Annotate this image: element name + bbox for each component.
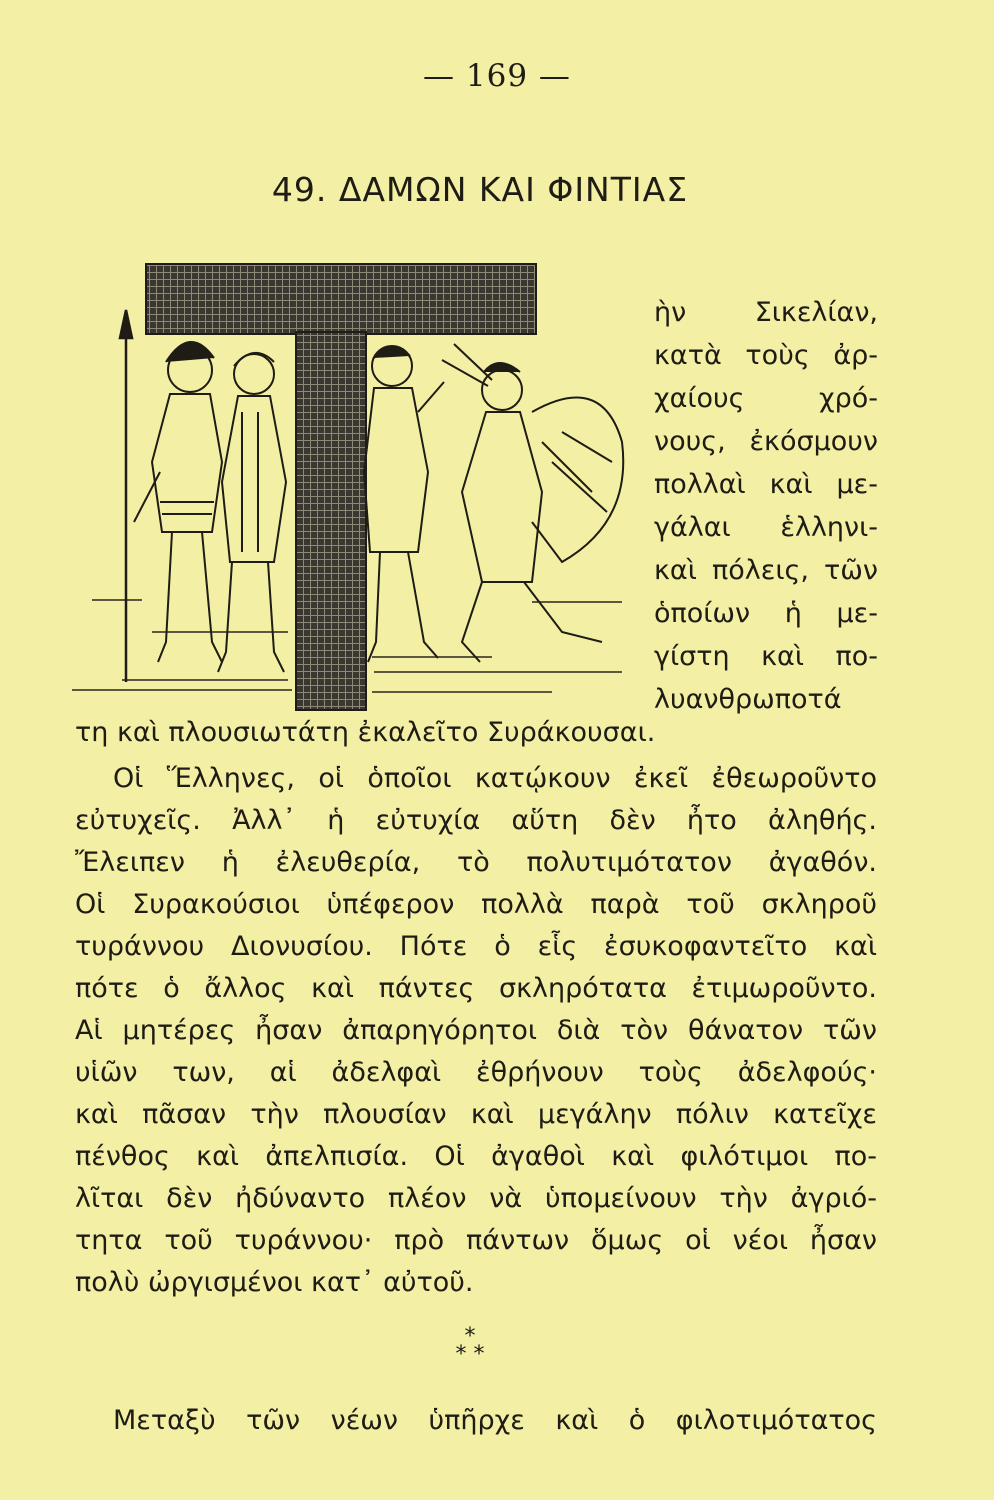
text-line: εὐτυχεῖς. Ἀλλ᾽ ἡ εὐτυχία αὕτη δὲν ἦτο ἀληθής. <box>75 805 877 836</box>
text-line: χαίους χρό- <box>654 383 878 414</box>
text-line: πολλαὶ καὶ με- <box>654 469 878 500</box>
text-line: κατὰ τοὺς ἀρ- <box>654 340 878 371</box>
text-line: τη καὶ πλουσιωτάτη ἐκαλεῖτο Συράκουσαι. <box>75 717 656 748</box>
text-line: πότε ὁ ἄλλος καὶ πάντες σκληρότατα ἐτιμωροῦντο. <box>75 973 877 1004</box>
text-line: νους, ἐκόσμουν <box>654 426 878 457</box>
text-line: καὶ πᾶσαν τὴν πλουσίαν καὶ μεγάλην πόλιν κατεῖχε <box>75 1099 877 1130</box>
text-line: τητα τοῦ τυράννου· πρὸ πάντων ὅμως οἱ νέοι ἦσαν <box>75 1225 877 1256</box>
text-line: γίστη καὶ πο- <box>654 641 878 672</box>
text-line: πένθος καὶ ἀπελπισία. Οἱ ἀγαθοὶ καὶ φιλότιμοι πο- <box>75 1141 877 1172</box>
text-line: λῖται δὲν ἠδύναντο πλέον νὰ ὑπομείνουν τὴν ἀγριό- <box>75 1183 877 1214</box>
asterism-top: * <box>464 1324 476 1349</box>
text-line: Ἔλειπεν ἡ ἐλευθερία, τὸ πολυτιμότατον ἀγαθόν. <box>75 847 877 878</box>
text-line: Οἱ Συρακούσιοι ὑπέφερον πολλὰ παρὰ τοῦ σκληροῦ <box>75 889 877 920</box>
text-line: ὴν Σικελίαν, <box>654 297 878 328</box>
chapter-title: 49. ΔΑΜΩΝ ΚΑΙ ΦΙΝΤΙΑΣ <box>271 170 689 209</box>
asterism-divider <box>0 1324 940 1367</box>
text-line: Μεταξὺ τῶν νέων ὑπῆρχε καὶ ὁ φιλοτιμότατος <box>113 1405 877 1436</box>
text-line: γάλαι ἑλληνι- <box>654 512 878 543</box>
text-line: λυανθρωποτά <box>654 684 842 715</box>
page-number: — 169 — <box>423 58 571 94</box>
text-line: Οἱ Ἕλληνες, οἱ ὁποῖοι κατῴκουν ἐκεῖ ἐθεωροῦντο <box>113 763 877 794</box>
text-line: καὶ πόλεις, τῶν <box>654 555 878 586</box>
text-line: ὁποίων ἡ με- <box>654 598 878 629</box>
text-line: πολὺ ὠργισμένοι κατ᾽ αὐτοῦ. <box>75 1267 474 1298</box>
text-line: υἱῶν των, αἱ ἀδελφαὶ ἐθρήνουν τοὺς ἀδελφούς· <box>75 1057 877 1088</box>
text-line: τυράννου Διονυσίου. Πότε ὁ εἷς ἐσυκοφαντεῖτο καὶ <box>75 931 877 962</box>
drop-cap-t-illustration-icon <box>62 262 642 712</box>
asterism-bottom: * * <box>455 1342 485 1367</box>
text-line: Αἱ μητέρες ἦσαν ἀπαρηγόρητοι διὰ τὸν θάνατον τῶν <box>75 1015 877 1046</box>
